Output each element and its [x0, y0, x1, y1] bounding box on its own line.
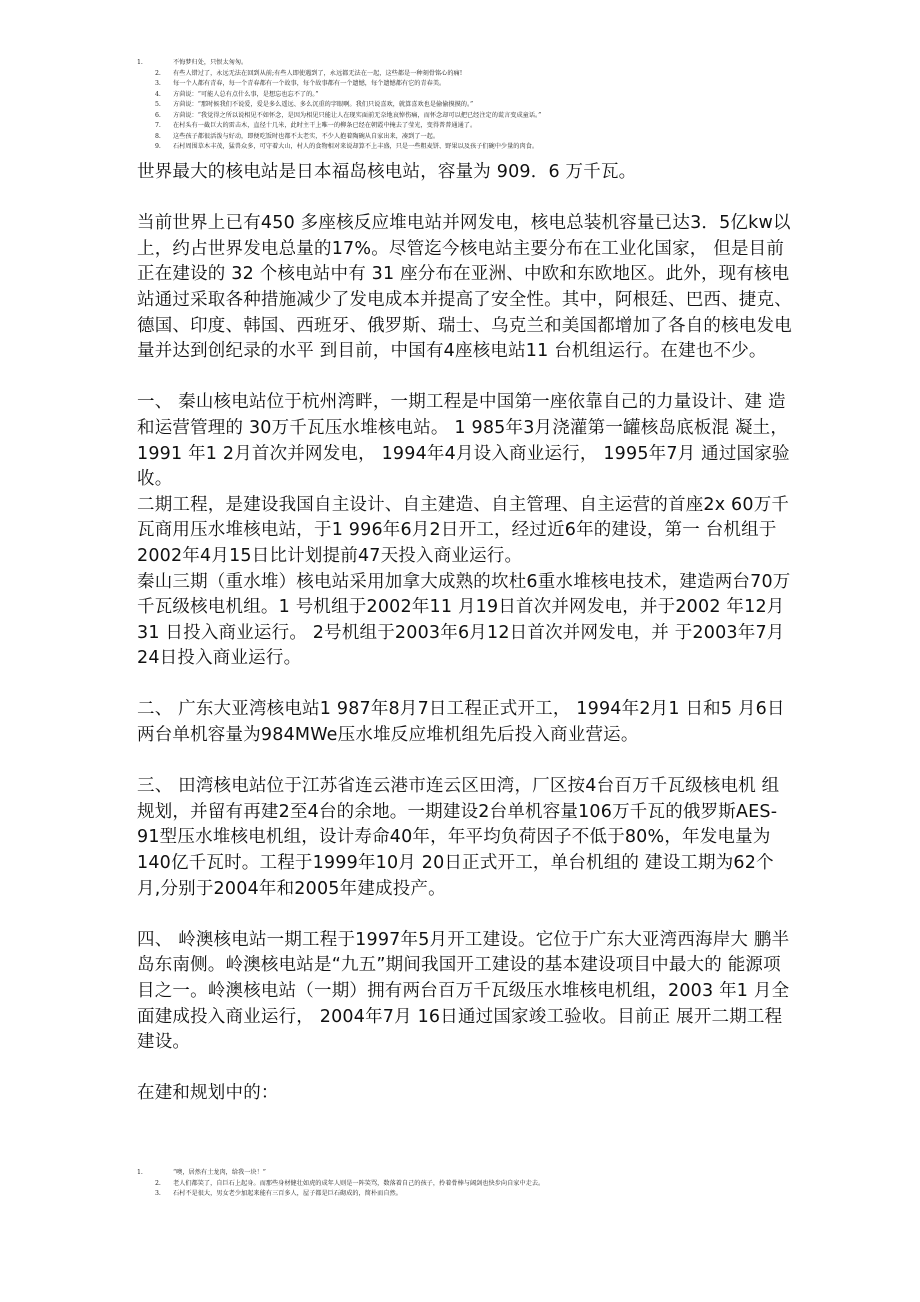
footnote-text: 方茴说：“可能人总有点什么事，是想忘也忘不了的。” [173, 90, 319, 98]
footnote-text: 有些人错过了，永远无法在回到从前;有些人即使遇到了，永远都无法在一起，这些都是一种刻骨铭心的痛! [173, 69, 463, 77]
footnote-item [137, 1179, 837, 1190]
footnote-item [137, 79, 837, 90]
footnote-text: 方茴说：“我觉得之所以说相见不如怀念，是因为相见只能让人在现实面前无奈地哀悼伤痛，而怀念却可以把已经注定的谎言变成童话。” [173, 111, 542, 119]
footnote-item [137, 121, 837, 132]
paragraph-planned: 在建和规划中的： [137, 1083, 279, 1104]
footnote-text: 这些孩子都很活泼与好动，即便吃饭时也都不太老实，不少人抱着陶碗从自家出来，凑到了一起。 [173, 132, 440, 140]
footnote-text: 在村头有一截巨大的雷击木，直径十几米，此时主干上唯一的柳条已经在朝霞中掩去了莹光，变得普普通通了。 [173, 122, 477, 129]
footnote-number: 8. [155, 132, 161, 140]
footnote-number: 2. [155, 69, 161, 77]
footnote-number: 3. [155, 1190, 161, 1197]
paragraph-world-overview: 当前世界上已有450 多座核反应堆电站并网发电，核电总装机容量已达3．5亿kw以上，约占世界发电总量的17%。尽管迄今核电站主要分布在工业化国家， 但是目前正在建设的 32 个核电站中有 31 座分布在亚洲、中欧和东欧地区。此外，现有核电站通过采取各种措施减少了发电成本并提高了安全性。其中，阿根廷、巴西、捷克、德国、印度、韩国、西班牙、俄罗斯、瑞士、乌克兰和美国都增加了各自的核电发电量并达到创纪录的水平 到目前，中国有4座核电站11 台机组运行。在建也不少。 [137, 213, 792, 362]
footnote-item [137, 100, 837, 111]
footnote-number: 2. [155, 1179, 161, 1187]
bottom-footnotes [137, 1168, 837, 1200]
main-body [137, 160, 792, 1107]
paragraph-qinshan-phase1: 一、 秦山核电站位于杭州湾畔，一期工程是中国第一座依靠自己的力量设计、建 造和运营管理的 30万千瓦压水堆核电站。 1 985年3月浇灌第一罐核岛底板混 凝土， 1991 年1 2月首次并网发电， 1994年4月设入商业运行， 1995年7月 通过国家验收。 [137, 392, 790, 490]
footnote-number: 7. [155, 122, 161, 129]
footnote-item [137, 58, 837, 69]
footnote-item [137, 90, 837, 101]
top-footnotes [137, 58, 837, 153]
paragraph-spacer [137, 186, 792, 212]
footnote-item [137, 111, 837, 122]
footnote-item [137, 142, 837, 153]
footnote-text: 石村不是很大，男女老少加起来能有三百多人，屋子都是巨石砌成的，简朴而自然。 [173, 1190, 402, 1197]
footnote-number: 3. [155, 80, 161, 87]
footnote-number: 1. [137, 59, 143, 66]
footnote-item [137, 1189, 837, 1200]
footnote-item [137, 1168, 837, 1179]
footnote-number: 1. [137, 1169, 143, 1176]
footnote-text: 每一个人都有青春，每一个青春都有一个故事，每个故事都有一个遗憾，每个遗憾都有它的青春美。 [173, 80, 446, 87]
footnote-item [137, 69, 837, 80]
footnote-text: 不悔梦归处，只恨太匆匆。 [173, 59, 248, 66]
paragraph-spacer [137, 1056, 792, 1082]
paragraph-spacer [137, 672, 792, 698]
footnote-number: 5. [155, 101, 161, 108]
footnote-number: 9. [155, 143, 161, 150]
paragraph-qinshan-phase3: 秦山三期（重水堆）核电站采用加拿大成熟的坎杜6重水堆核电技术，建造两台70万千瓦级核电机组。1 号机组于2002年11 月19日首次并网发电，并于2002 年12月31 日投入商业运行。 2号机组于2003年6月12日首次并网发电，并 于2003年7月24日投入商业运行。 [137, 571, 791, 669]
paragraph-qinshan-phase2: 二期工程，是建设我国自主设计、自主建造、自主管理、自主运营的首座2x 60万千瓦商用压水堆核电站，于1 996年6月2日开工，经过近6年的建设，第一 台机组于2002年4月15日比计划提前47天投入商业运行。 [137, 494, 790, 566]
paragraph-tianwan: 三、 田湾核电站位于江苏省连云港市连云区田湾，厂区按4台百万千瓦级核电机 组规划，并留有再建2至4台的余地。一期建设2台单机容量106万千瓦的俄罗斯AES-91型压水堆核电机组，设计寿命40年，年平均负荷因子不低于80%，年发电量为140亿千瓦时。工程于1999年10月 20日正式开工，单台机组的 建设工期为62个月,分别于2004年和2005年建成投产。 [137, 776, 780, 899]
footnote-text: 石村周围草木丰茂，猛兽众多，可守着大山，村人的食物相对来说却算不上丰盛，只是一些粗麦饼、野果以及孩子们碗中少量的肉食。 [173, 143, 539, 150]
paragraph-largest-plant: 世界最大的核电站是日本福岛核电站，容量为 909．6 万千瓦。 [137, 162, 637, 182]
footnote-number: 6. [155, 111, 161, 119]
paragraph-spacer [137, 749, 792, 775]
footnote-text: 方茴说：“那时候我们不说爱，爱是多么遥远、多么沉重的字眼啊。我们只说喜欢，就算喜欢也是偷偷摸摸的。” [173, 101, 474, 108]
footnote-item [137, 132, 837, 143]
footnote-text: “噢，居然有土龙肉，给我一块！” [173, 1169, 266, 1176]
paragraph-spacer [137, 365, 792, 391]
footnote-number: 4. [155, 90, 161, 98]
paragraph-daya-bay: 二、 广东大亚湾核电站1 987年8月7日工程正式开工， 1994年2月1 日和5 月6日两台单机容量为984MWe压水堆反应堆机组先后投入商业营运。 [137, 699, 785, 746]
paragraph-lingao: 四、 岭澳核电站一期工程于1997年5月开工建设。它位于广东大亚湾西海岸大 鹏半岛东南侧。岭澳核电站是“九五”期间我国开工建设的基本建设项目中最大的 能源项目之一。岭澳核电站（一期）拥有两台百万千瓦级压水堆核电机组，2003 年1 月全面建成投入商业运行， 2004年7月 16日通过国家竣工验收。目前正 展开二期工程建设。 [137, 929, 790, 1053]
paragraph-spacer [137, 902, 792, 928]
footnote-text: 老人们都笑了，自巨石上起身。而那些身材健壮如虎的成年人则是一阵笑骂，数落着自己的孩子，拎着骨棒与阔剑也快步向自家中走去。 [173, 1179, 545, 1187]
